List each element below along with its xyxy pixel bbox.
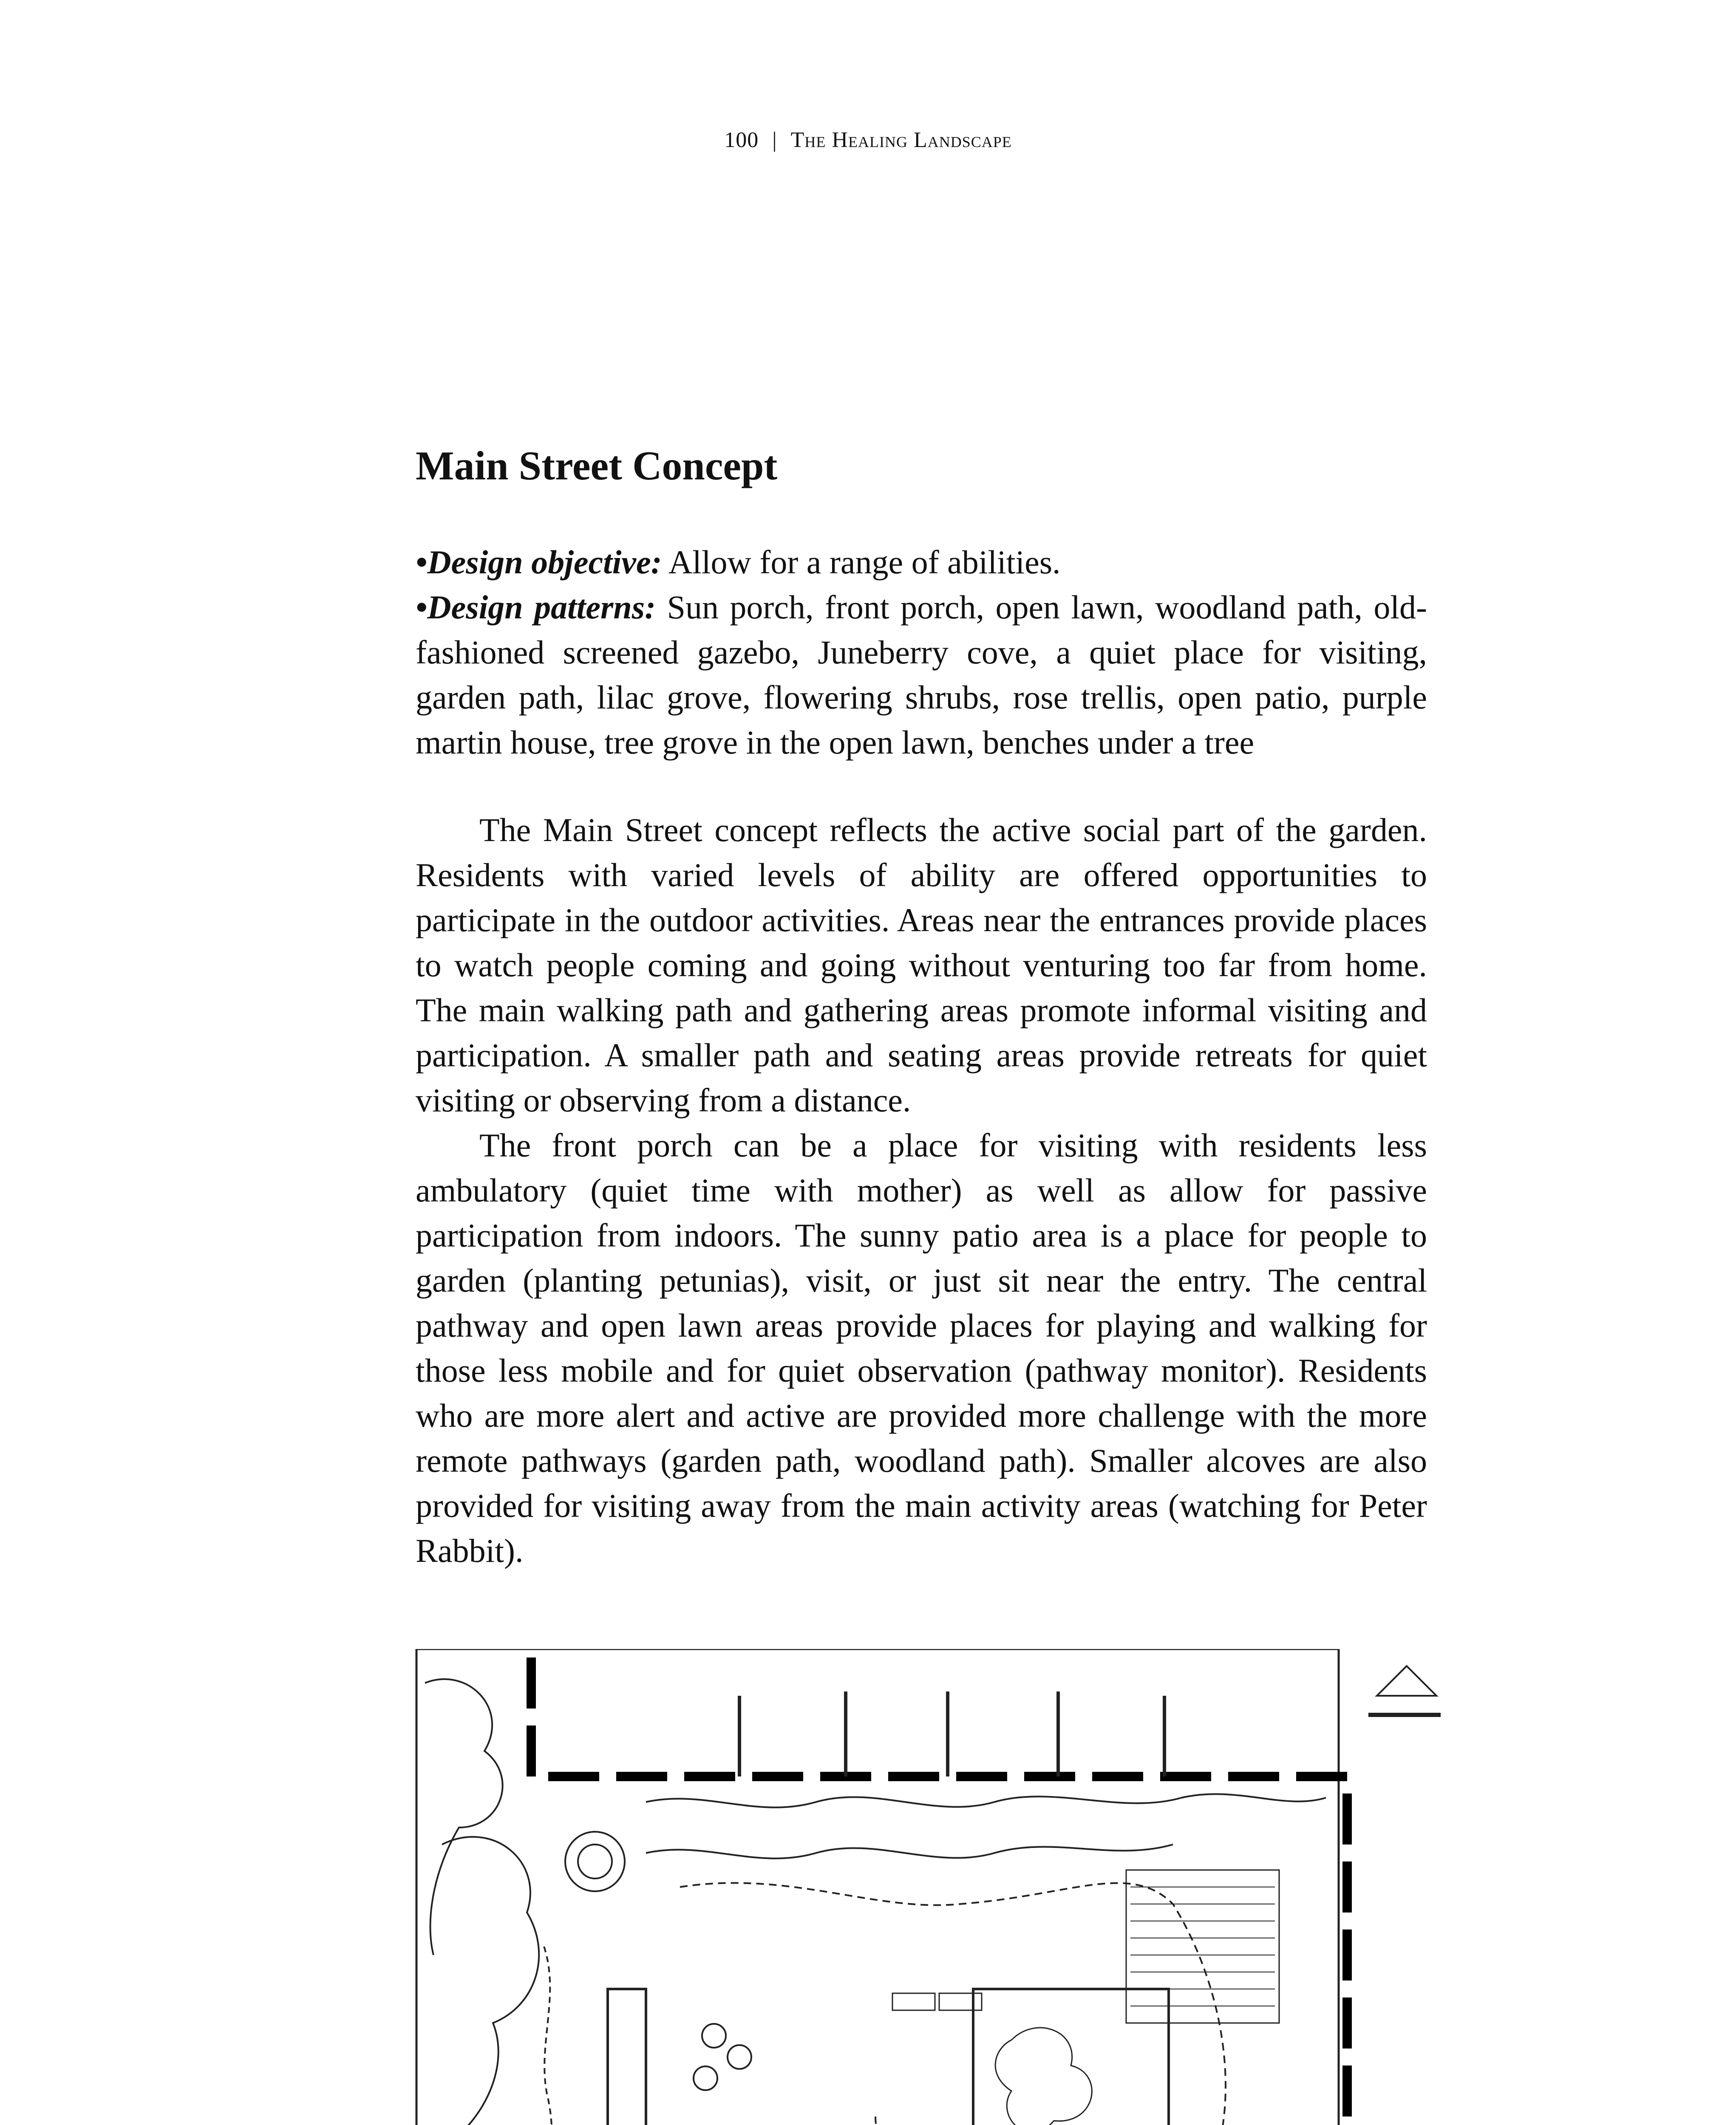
gazebo: [565, 1832, 625, 1891]
bench: [892, 1993, 935, 2010]
building-wall: [531, 1658, 1436, 2125]
woodland-path: [442, 1837, 539, 2125]
woodland-edge: [425, 1679, 503, 1955]
design-objective-label: •Design objective:: [416, 544, 662, 581]
open-lawn: [973, 1989, 1169, 2125]
section-title: Main Street Concept: [416, 443, 778, 488]
design-objective: [416, 540, 1427, 585]
site-plan-drawing: [408, 1649, 1458, 2125]
hedge-top: [646, 1794, 1326, 1807]
design-objective-text: Allow for a range of abilities.: [668, 544, 1061, 581]
main-pathway: [680, 1883, 1226, 2125]
north-arrow-icon: [1377, 1666, 1436, 1696]
lilac-grove: [995, 2028, 1092, 2125]
header-separator: |: [772, 128, 777, 152]
design-patterns-text: Sun porch, front porch, open lawn, woodland path, old-fashioned screened gazebo, Juneberry cove, a quiet place for visiting, garden path, lilac grove, flowering shrubs, rose trellis, open patio, purple martin house, tree grove in the open lawn, benches under a tree: [416, 589, 1427, 761]
design-patterns: [416, 585, 1427, 765]
design-patterns-label: •Design patterns:: [416, 589, 656, 626]
body-paragraph: The front porch can be a place for visiting with residents less ambulatory (quiet time with mother) as well as allow for passive participation from indoors. The sunny patio area is a place for people to garden (planting petunias), visit, or just sit near the entry. The central pathway and open lawn areas provide places for playing and walking for those less mobile and for quiet observation (pathway monitor). Residents who are more alert and active are provided more challenge with the more remote pathways (garden path, woodland path). Smaller alcoves are also provided for visiting away from the main activity areas (watching for Peter Rabbit).: [416, 1127, 1427, 1569]
book-title: The Healing Landscape: [790, 128, 1012, 152]
hedge-top-inner: [646, 1844, 1173, 1859]
body-paragraph: The Main Street concept reflects the active social part of the garden. Residents with varied levels of ability are offered opportunities to participate in the outdoor activities. Areas near the entrances provide places to watch people coming and going without venturing too far from home. The main walking path and gathering areas promote informal visiting and participation. A smaller path and seating areas provide retreats for quiet visiting or observing from a distance.: [416, 811, 1427, 1119]
garden-path: [544, 1946, 705, 2125]
body-text: [416, 808, 1427, 1573]
sun-porch: [1126, 1870, 1279, 2023]
design-list: [416, 540, 1427, 765]
page-number: 100: [724, 128, 759, 152]
tree-grove: [702, 2024, 726, 2048]
porch-posts: [739, 1692, 1164, 1776]
bench: [939, 1993, 982, 2010]
running-head: [0, 128, 1736, 153]
